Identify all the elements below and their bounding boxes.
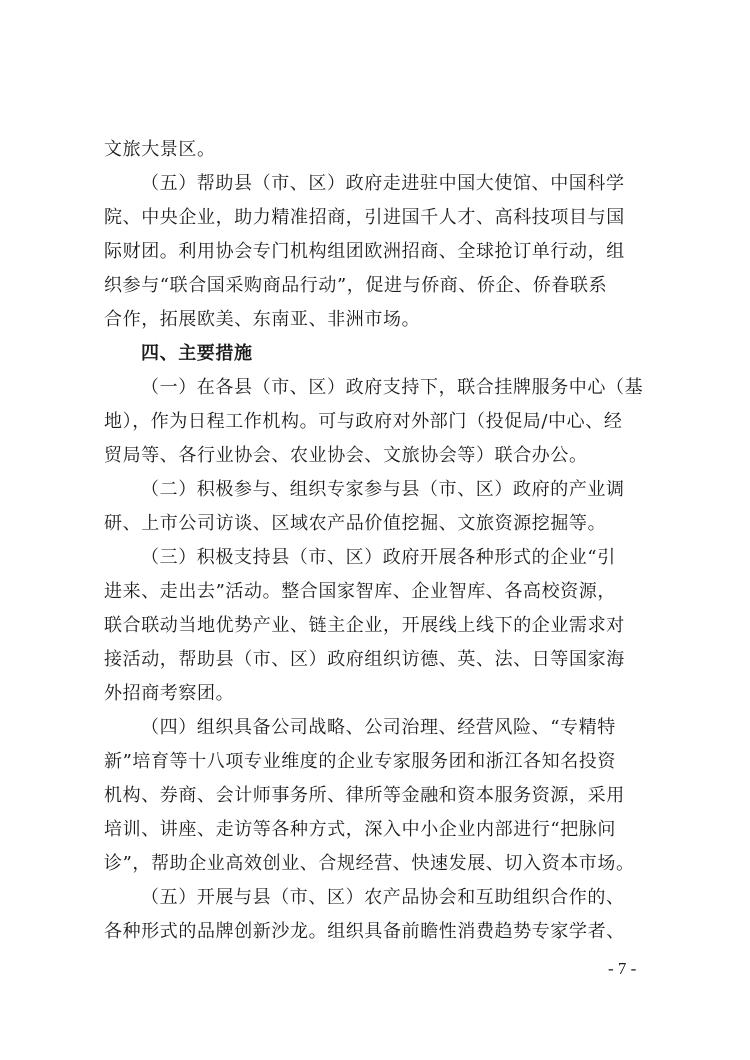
text-line: 贸局等、各行业协会、农业协会、文旅协会等）联合办公。 (104, 445, 588, 466)
paragraph-four-start: （四）组织具备公司战略、公司治理、经营风险、“专精特 (141, 717, 616, 738)
text-line: 联合联动当地优势产业、链主企业，开展线上线下的企业需求对 (104, 615, 625, 636)
text-line: 织参与“联合国采购商品行动”，促进与侨商、侨企、侨眷联系 (104, 275, 608, 296)
text-line: 外招商考察团。 (104, 683, 235, 704)
section-heading-main-measures: 四、主要措施 (141, 343, 253, 364)
text-line: 研、上市公司访谈、区域农产品价值挖掘、文旅资源挖掘等。 (104, 513, 607, 534)
text-line: 新”培育等十八项专业维度的企业专家服务团和浙江各知名投资 (104, 751, 616, 772)
document-body (104, 133, 664, 949)
text-line: 合作，拓展欧美、东南亚、非洲市场。 (104, 309, 421, 330)
text-line: 培训、讲座、走访等各种方式，深入中小企业内部进行“把脉问 (104, 819, 616, 840)
paragraph-three-start: （三）积极支持县（市、区）政府开展各种形式的企业“引 (141, 547, 616, 568)
paragraph-two-start: （二）积极参与、组织专家参与县（市、区）政府的产业调 (141, 479, 625, 500)
text-line: 接活动，帮助县（市、区）政府组织访德、英、法、日等国家海 (104, 649, 625, 670)
text-line: 际财团。利用协会专门机构组团欧洲招商、全球抢订单行动，组 (104, 241, 625, 262)
page-number: - 7 - (608, 959, 637, 978)
text-line: 进来、走出去”活动。整合国家智库、企业智库、各高校资源， (104, 581, 616, 602)
paragraph-five-start: （五）帮助县（市、区）政府走进驻中国大使馆、中国科学 (141, 173, 625, 194)
text-line: 机构、券商、会计师事务所、律所等金融和资本服务资源，采用 (104, 785, 625, 806)
text-line: 文旅大景区。 (104, 139, 216, 160)
text-line: 诊”，帮助企业高效创业、合规经营、快速发展、切入资本市场。 (104, 853, 635, 874)
text-line: 地），作为日程工作机构。可与政府对外部门（投促局/中心、经 (104, 411, 623, 432)
paragraph-five-measure-start: （五）开展与县（市、区）农产品协会和互助组织合作的、 (141, 887, 625, 908)
text-line: 各种形式的品牌创新沙龙。组织具备前瞻性消费趋势专家学者、 (104, 921, 625, 942)
text-line: 院、中央企业，助力精准招商，引进国千人才、高科技项目与国 (104, 207, 625, 228)
paragraph-one-start: （一）在各县（市、区）政府支持下，联合挂牌服务中心（基 (141, 377, 644, 398)
